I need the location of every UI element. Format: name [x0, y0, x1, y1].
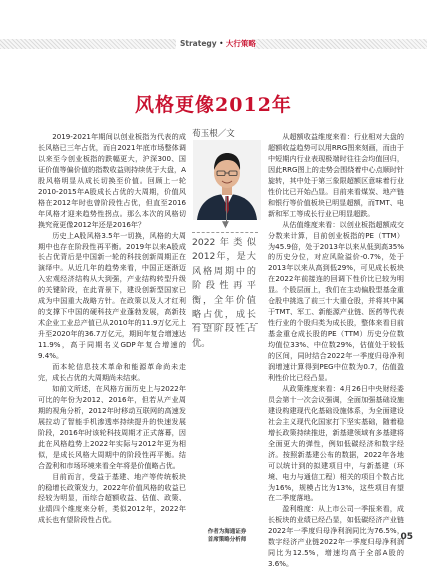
- article-byline: 荀玉根／文: [192, 129, 235, 139]
- section-label-zh: 大行策略: [225, 39, 256, 48]
- paragraph: 盈利维度：从上市公司一季报来看，成长板块的业绩已经凸显，如低碳经济产业链2022年一季度归母净利润同比为76.5%，数字经济产业链2022年一季度归母净利润同比为12.5%，增速均高于全部A股的3.6%。: [268, 504, 404, 569]
- section-separator: •: [219, 39, 224, 48]
- section-label-en: Strategy: [180, 39, 217, 48]
- author-note: [188, 528, 266, 544]
- paragraph: 从估值维度来看：以创业板指超额成交分数来计算，目前创业板指的PE（TTM）为45.9倍，处于2013年以来从低到高35%的历史分位，对应风险溢价-0.7%，处于2013年以来从高到低29%，可见成长板块在2022年前接连的回调下性价比已较为明显。个股层面上，我们在主动偏股型基金重仓股中挑选了前三十大重仓股，并将其中属于TMT、军工、新能源产业链、医药等代表性行业的个股归类为成长股，整体来看目前基金重仓成长股的PE（TTM）历史分位数均值位33%、中位数29%，估值处于较低的区间，同时结合2022年一季度归母净利润增速计算得到PEG中位数为0.7，估值盈利性价比已经凸显。: [268, 219, 404, 382]
- paragraph: 从政策维度来看：4月26日中央财经委员会第十一次会议强调，全面加强基础设施建设构建现代化基础设施体系，为全面建设社会主义现代化国家打下坚实基础，随着稳增长政策持续推进，新基建领域有多基建将全面更大的弹性，例如低碳经济和数字经济。按照新基建公布的数据，2022年各地可以统计到的拟建项目中，与新基建（环境、电力与通信工程）相关的项目个数占比为16%，规模占比为13%，这些项目有望在二季度落地。: [268, 383, 404, 503]
- paragraph: 目前而言，受益于基建、地产等传统板块的稳增长政策发力，2022年价值风格的收益已经较为明显，而综合超额收益、估值、政策、业绩四个维度来分析，类似2012年，2022年成长也有望阶段性占优。: [38, 471, 186, 525]
- quote-divider-bottom: [192, 323, 258, 324]
- author-note-line2: 首席策略分析师: [207, 537, 247, 543]
- arrow-down-icon: ▼: [222, 220, 229, 230]
- left-column: [38, 132, 186, 526]
- portrait-illustration: [193, 140, 261, 220]
- page-number: 05: [400, 532, 413, 542]
- right-column: [268, 132, 404, 570]
- author-note-line1: 作者为海通证券: [207, 529, 247, 535]
- paragraph: 2019-2021年期间以创业板指为代表的成长风格已三年占优，而自2021年底市场整体调以来至今创业板指的跌幅更大，沪深300、国证价值等偏价值的指数收益则持续优于大盘，A股风格明显从成长切换至价值。回顾上一轮2010-2015年A股成长占优的大周期，价值风格在2012年时也曾阶段性占优，但直至2016年风格才迎来趋势性拐点。那么本次的风格切换究竟更像2012年还是2016年？: [38, 132, 186, 229]
- article-title: 风格更像2012年: [135, 94, 292, 116]
- paragraph: 而本轮信息技术革命和能源革命尚未走完，成长占优的大周期尚未结束。: [38, 362, 186, 382]
- paragraph: 历史上A股风格3.5年一切换，风格的大周期中也存在阶段性再平衡。2019年以来A股成长占优背后是中国新一轮的科技创新周期正在演绎中。从近几年的趋势来看，中国正逐渐迈入宏观经济结构从大到强，产业结构转型升级的关键阶段，在此背景下，建设创新型国家已成为中国重大战略方针。在政策以及人才红利的支撑下中国的硬科技产业蓬勃发展，高新技术企业工业总产值已从2010年的11.9万亿元上升至2020年的36.7万亿元，期间年复合增速达11.9%，高于同期名义GDP年复合增速的9.4%。: [38, 230, 186, 361]
- paragraph: 如前文所述，在风格方面历史上与2022年可比的年份为2012、2016年，但若从产业周期的视角分析，2012年时移动互联网的高速发展拉动了智能手机渗透率持续提升的快速发展阶段，2016年时该轮科技周期才正式落幕，因此在风格趋势上2022年实际与2012年更为相似，是成长风格大周期中的阶段性再平衡。结合盈利和市场环境来看全年将是价值略占优。: [38, 383, 186, 470]
- quote-divider-top: [192, 232, 258, 233]
- paragraph: 从超额收益维度来看：行业相对大盘的超额收益趋势可以用RRG图来刻画，而由于中短期内行业表现极端时往往会均值回归，因此RRG图上的走势会围绕着中心点顺时针旋转，其中处于第三象限超额区意味着行业性价比已开始凸显。目前来看煤炭、地产链和银行等价值板块已明显超额，而TMT、电新和军工等成长行业已明显超跌。: [268, 132, 404, 218]
- author-photo: [193, 140, 261, 220]
- section-label: [180, 38, 256, 49]
- pull-quote: 2022年类似2012年，是大风格周期中的阶段性再平衡，全年价值略占优，成长有望阶段性占优。: [192, 237, 256, 349]
